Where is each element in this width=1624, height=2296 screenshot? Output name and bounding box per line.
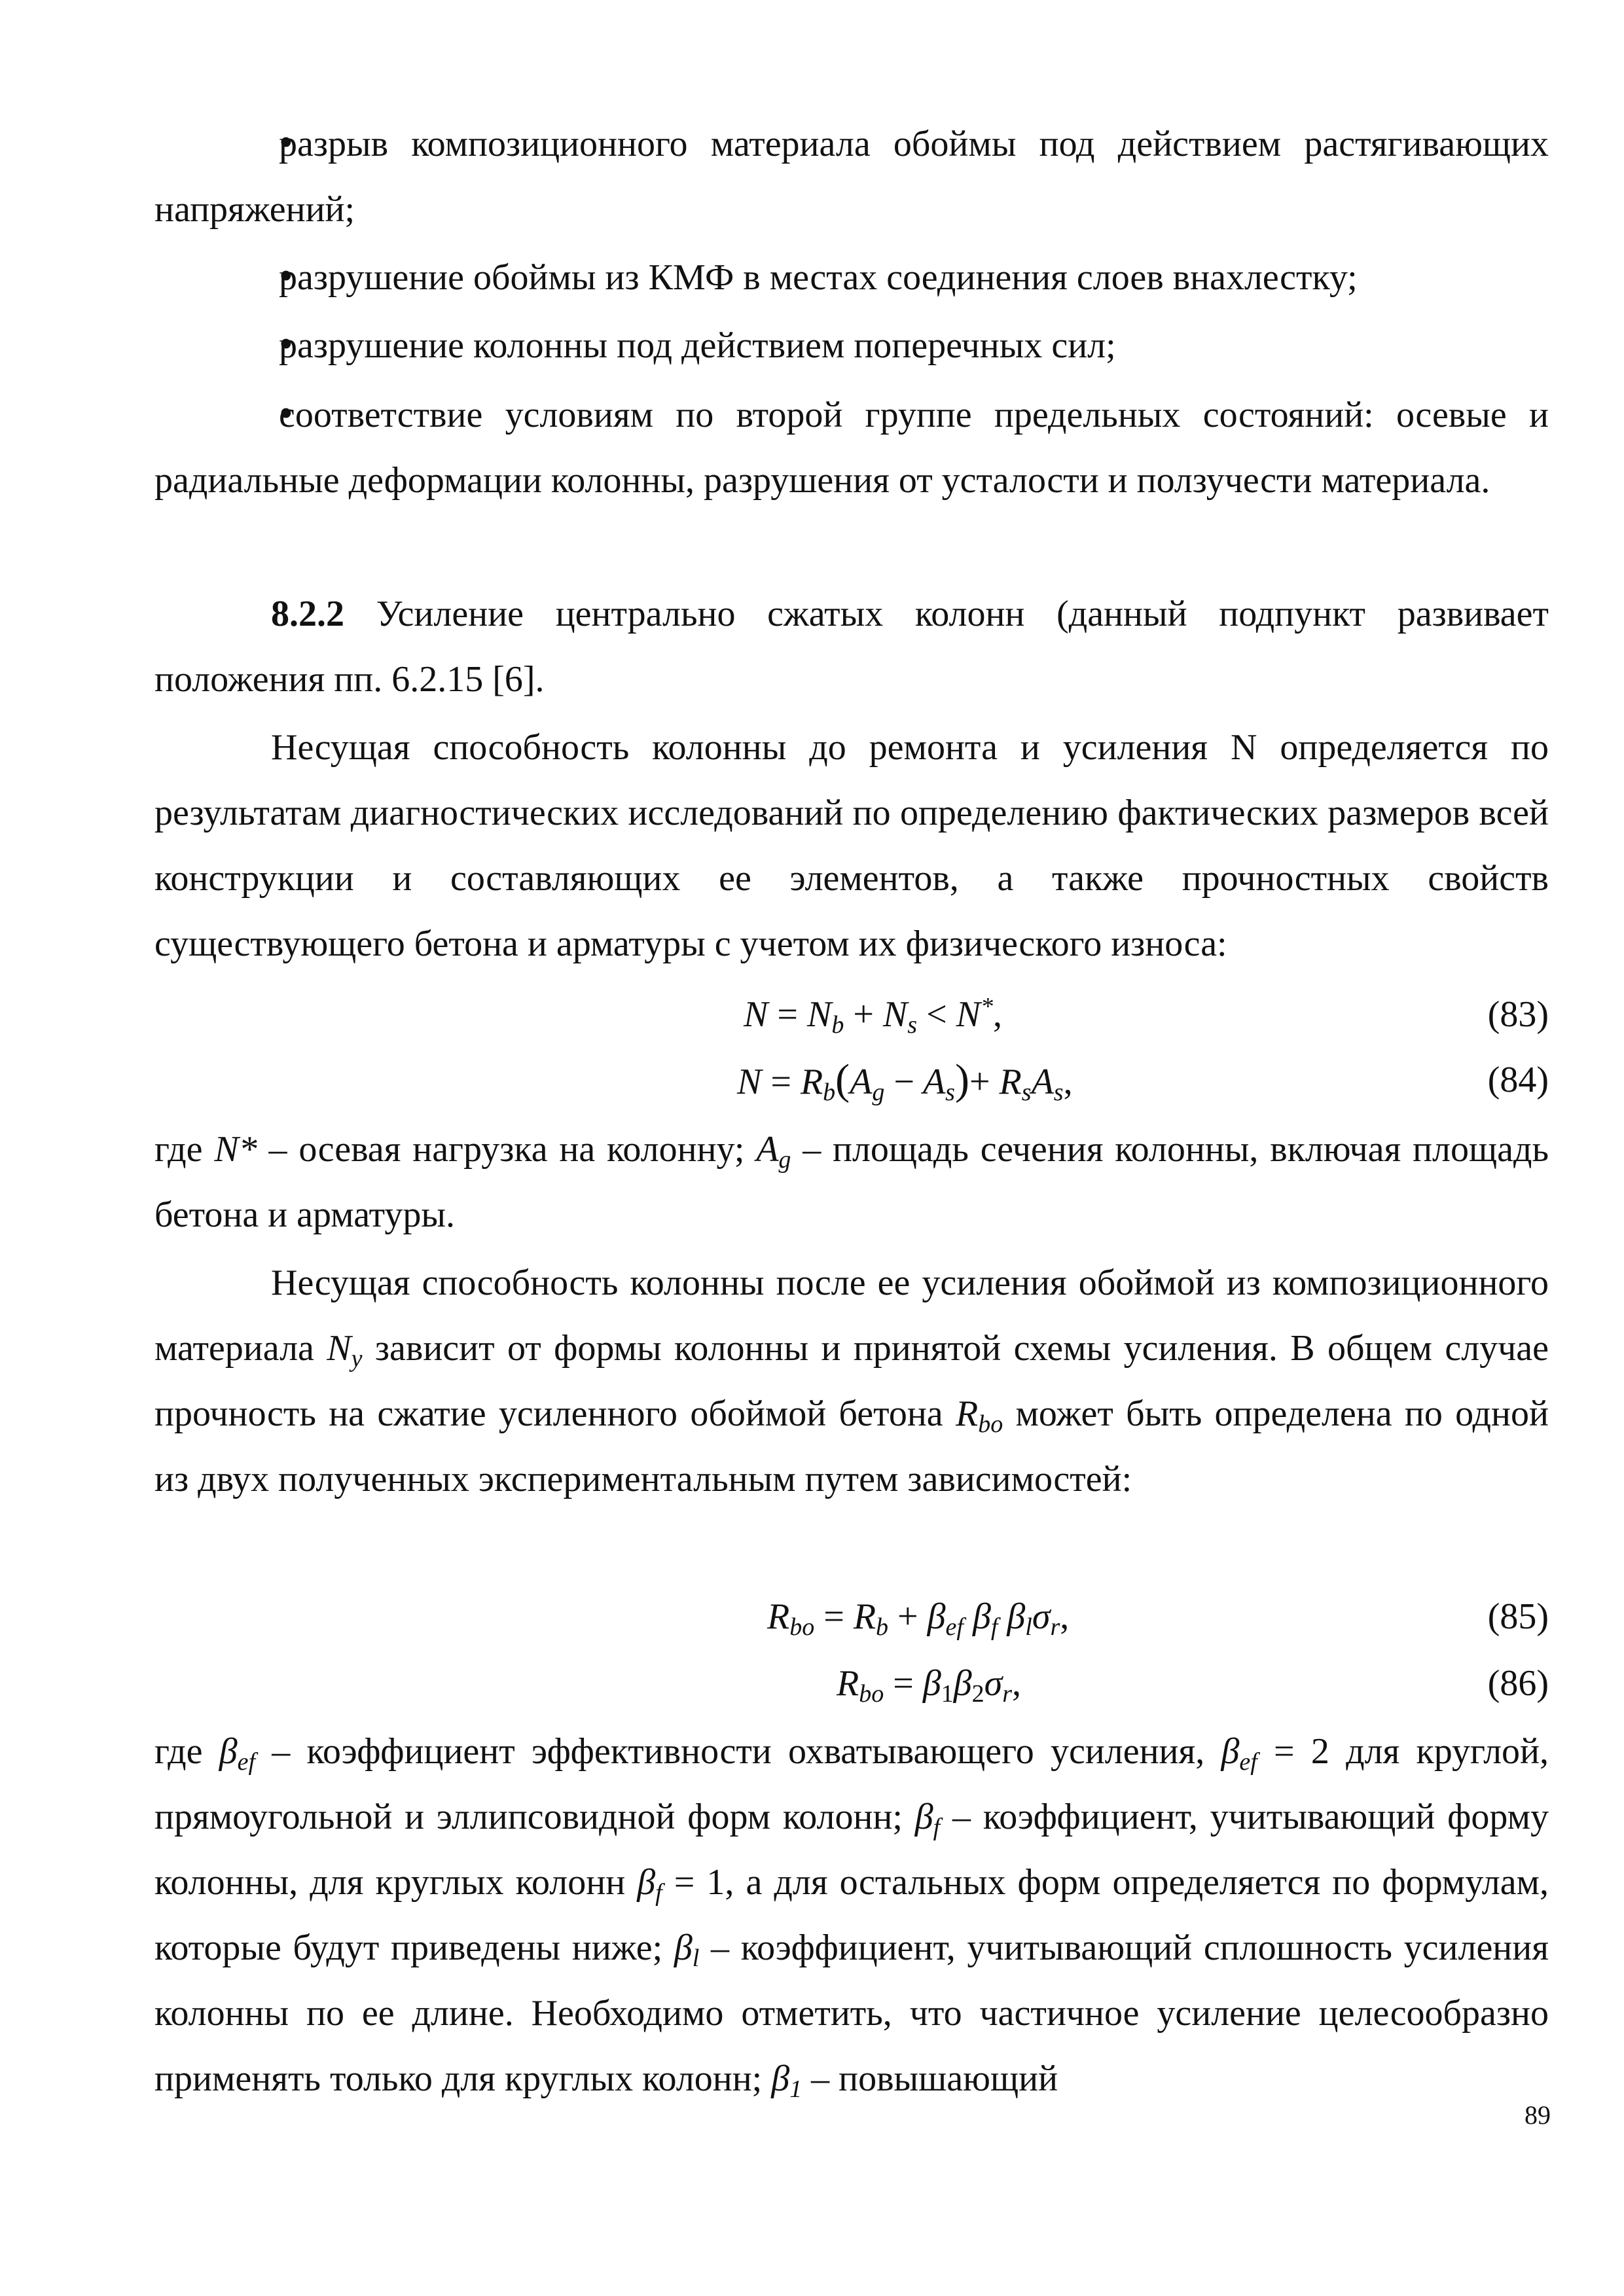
symbol: $\beta_{ef}$ — [219, 1731, 256, 1776]
paragraph: где N* – осевая нагрузка на колонну; $A_g$ – площадь сечения колонны, включая площадь бетона и арматуры. — [154, 1129, 1549, 1235]
paragraph: Несущая способность колонны после ее усиления обоймой из композиционного материала $N_y$ зависит от формы колонны и принятой схемы усиления. В общем случае прочность на сжатие усиленного обоймой бетона $R_{bo}$ может быть определена по одной из двух полученных экспериментальным путем зависимостей: — [154, 1263, 1549, 1499]
list-item — [154, 312, 1549, 378]
symbol: $N_y$ — [327, 1328, 363, 1372]
symbol: $A_g$ — [756, 1129, 791, 1174]
formula: $R_{bo} = R_b + \beta_{ef}$ $\beta_f$ $\beta_l\sigma_r$, — [767, 1596, 1070, 1641]
bullet-icon — [154, 381, 279, 448]
list-item-text: разрушение обоймы из КМФ в местах соединения слоев внахлестку; — [279, 257, 1358, 298]
bullet-icon — [154, 243, 279, 310]
symbol: $\beta_1$ — [771, 2058, 803, 2103]
symbol: $R_{bo}$ — [955, 1393, 1003, 1438]
formula: $N = R_b(A_g - A_s)+ R_sA_s$, — [737, 1056, 1073, 1106]
equation-number: (85) — [1487, 1596, 1549, 1637]
symbol: $\beta_f$ — [914, 1797, 941, 1841]
formula: $N = N_b + N_s < N^*$, — [744, 993, 1003, 1039]
equation-85 — [154, 1584, 1549, 1649]
equation-number: (84) — [1487, 1060, 1549, 1100]
paragraph: где $\beta_{ef}$ – коэффициент эффективности охватывающего усиления, $\beta_{ef} = 2$ для круглой, прямоугольной и эллипсовидной форм колонн; $\beta_f$ – коэффициент, учитывающий форму колонны, для круглых колонн $\beta_f = 1$, а для остальных форм определяется по формулам, которые будут приведены ниже; $\beta_l$ – коэффициент, учитывающий сплошность усиления колонны по ее длине. Необходимо отметить, что частичное усиление целесообразно применять только для круглых колонн; $\beta_1$ – повышающий — [154, 1731, 1549, 2103]
list-item — [154, 243, 1549, 310]
equation-83 — [154, 982, 1549, 1047]
list-item — [154, 381, 1549, 513]
section-title: Усиление центрально сжатых колонн (данный подпункт развивает положения пп. 6.2.15 [6]. — [154, 594, 1549, 700]
list-item-text: разрыв композиционного материала обоймы под действием растягивающих напряжений; — [154, 124, 1549, 230]
list-item-text: разрушение колонны под действием поперечных сил; — [279, 325, 1116, 366]
equation-number: (83) — [1487, 994, 1549, 1035]
page-number: 89 — [1525, 2100, 1551, 2130]
symbol: N* — [214, 1129, 257, 1170]
formula: $R_{bo} = \beta_1\beta_2\sigma_r$, — [837, 1663, 1022, 1708]
symbol: $\beta_f$ — [637, 1862, 662, 1907]
paragraph — [154, 715, 1549, 977]
list-item — [154, 110, 1549, 242]
section-number: 8.2.2 — [271, 594, 344, 634]
bullet-icon — [154, 312, 279, 378]
bullet-icon — [154, 110, 279, 177]
equation-86 — [154, 1651, 1549, 1716]
section-heading — [154, 581, 1549, 712]
equation-number: (86) — [1487, 1663, 1549, 1704]
equation-84 — [154, 1047, 1549, 1113]
paragraph-text: Несущая способность колонны до ремонта и усиления N определяется по результатам диагностических исследований по определению фактических размеров всей конструкции и составляющих ее элементов, а также прочностных свойств существующего бетона и арматуры с учетом их физического износа: — [154, 727, 1549, 964]
symbol: $\beta_l$ — [674, 1928, 700, 1972]
list-item-text: соответствие условиям по второй группе предельных состояний: осевые и радиальные деформации колонны, разрушения от усталости и ползучести материала. — [154, 395, 1549, 501]
symbol: $\beta_{ef}$ — [1221, 1731, 1257, 1776]
